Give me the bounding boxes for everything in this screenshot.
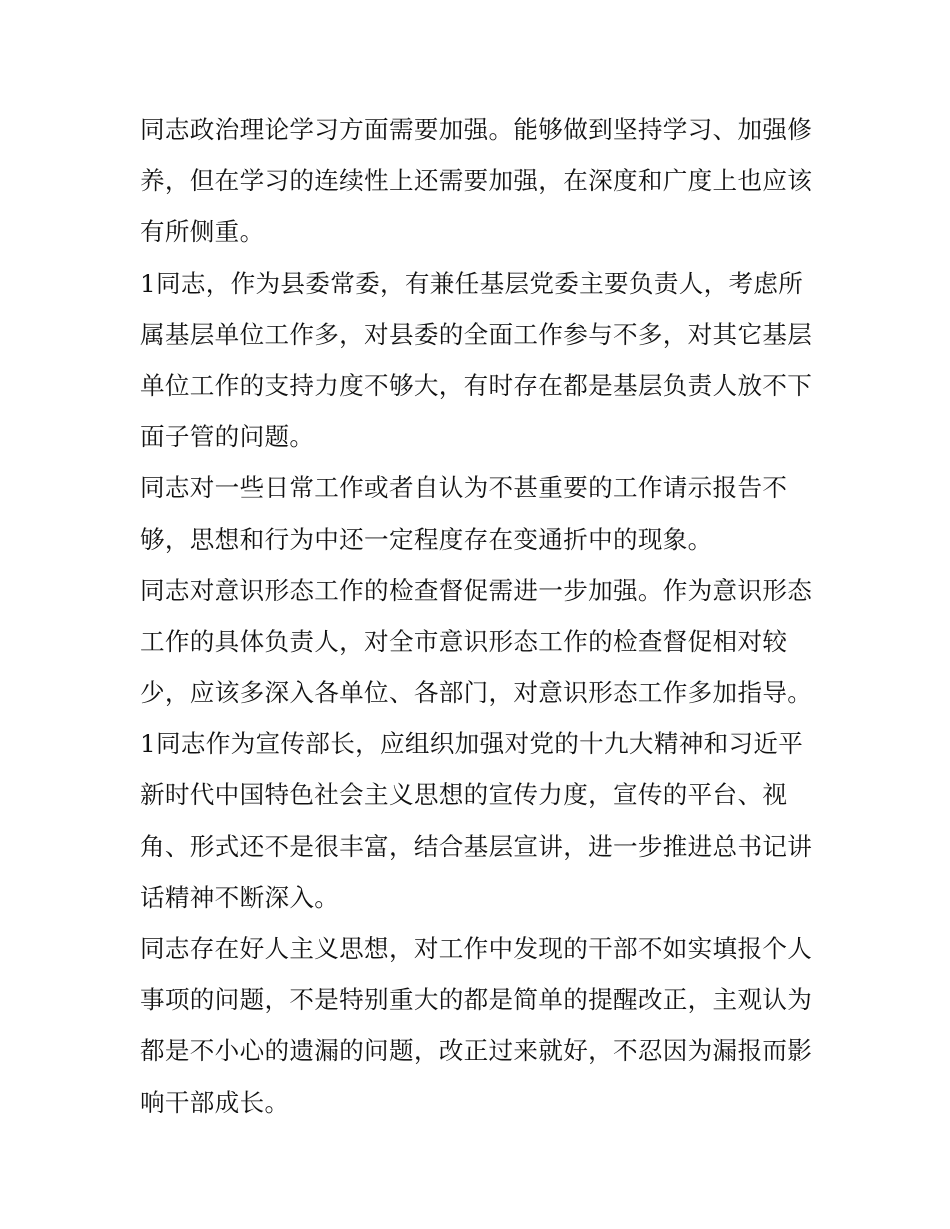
paragraph-5 bbox=[140, 718, 815, 923]
paragraph-3 bbox=[140, 462, 815, 564]
paragraph-4 bbox=[140, 565, 815, 719]
text-line: 有所侧重。 bbox=[140, 217, 265, 247]
text-line: 同志对意识形态工作的检查督促需进一步加强。作为意识形态 bbox=[140, 575, 813, 605]
paragraph-2 bbox=[140, 258, 815, 463]
text-line: 响干部成长。 bbox=[140, 1087, 290, 1117]
text-line: 少，应该多深入各单位、各部门，对意识形态工作多加指导。 bbox=[140, 678, 813, 708]
text-line: 面子管的问题。 bbox=[140, 422, 315, 452]
paragraph-1 bbox=[140, 104, 815, 258]
text-line: 角、形式还不是很丰富，结合基层宣讲，进一步推进总书记讲 bbox=[140, 831, 813, 861]
text-line: 都是不小心的遗漏的问题，改正过来就好，不忍因为漏报而影 bbox=[140, 1036, 813, 1066]
text-line: 工作的具体负责人，对全市意识形态工作的检查督促相对较 bbox=[140, 626, 788, 656]
text-line: 属基层单位工作多，对县委的全面工作参与不多，对其它基层 bbox=[140, 319, 813, 349]
text-line: 同志存在好人主义思想，对工作中发现的干部不如实填报个人 bbox=[140, 934, 813, 963]
text-line: 同志政治理论学习方面需要加强。能够做到坚持学习、加强修 bbox=[140, 115, 813, 144]
text-line: 够，思想和行为中还一定程度存在变通折中的现象。 bbox=[140, 524, 713, 554]
text-line: 新时代中国特色社会主义思想的宣传力度，宣传的平台、视 bbox=[140, 780, 788, 810]
text-line: 1同志，作为县委常委，有兼任基层党委主要负责人，考虑所 bbox=[140, 268, 804, 298]
text-line: 事项的问题，不是特别重大的都是简单的提醒改正，主观认为 bbox=[140, 985, 813, 1015]
document-body bbox=[140, 104, 815, 1128]
text-line: 养，但在学习的连续性上还需要加强，在深度和广度上也应该 bbox=[140, 166, 813, 196]
text-line: 同志对一些日常工作或者自认为不甚重要的工作请示报告不 bbox=[140, 473, 788, 503]
text-line: 单位工作的支持力度不够大，有时存在都是基层负责人放不下 bbox=[140, 370, 813, 400]
paragraph-6 bbox=[140, 923, 815, 1128]
text-line: 1同志作为宣传部长，应组织加强对党的十九大精神和习近平 bbox=[140, 729, 804, 759]
text-line: 话精神不断深入。 bbox=[140, 882, 340, 912]
